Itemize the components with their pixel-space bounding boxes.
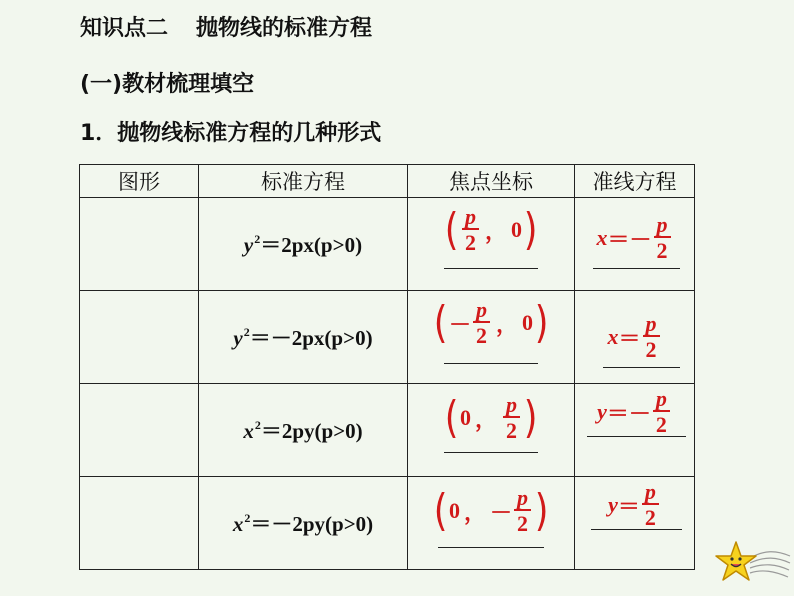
column-header-directrix: 准线方程 bbox=[575, 165, 695, 198]
answer-blank-line bbox=[603, 367, 680, 368]
standard-equation: $y^2=-2px(p>0)$ bbox=[233, 325, 373, 350]
equation-cell bbox=[199, 291, 408, 384]
focus-answer: ( 0 ， $\frac{p}{2}$ ) bbox=[444, 392, 538, 443]
table-row bbox=[80, 477, 695, 570]
directrix-answer: x ＝ － $\frac{p}{2}$ bbox=[575, 214, 694, 262]
answer-blank-line bbox=[438, 547, 544, 548]
column-header-figure: 图形 bbox=[80, 165, 199, 198]
directrix-answer: y ＝ $\frac{p}{2}$ bbox=[575, 481, 694, 529]
parabola-standard-forms-table bbox=[79, 164, 695, 570]
answer-blank-line bbox=[444, 363, 538, 364]
smiling-star-icon bbox=[712, 536, 792, 596]
focus-cell bbox=[408, 291, 575, 384]
answer-blank-line bbox=[587, 436, 686, 437]
directrix-cell bbox=[575, 384, 695, 477]
equation-cell bbox=[199, 384, 408, 477]
answer-blank-line bbox=[444, 452, 538, 453]
item-title: 1．抛物线标准方程的几种形式 bbox=[80, 121, 382, 146]
standard-equation: $y^2=2px(p>0)$ bbox=[243, 232, 363, 257]
equation-cell bbox=[199, 477, 408, 570]
table-row bbox=[80, 291, 695, 384]
standard-equation: $x^2=2py(p>0)$ bbox=[243, 418, 363, 443]
equation-cell bbox=[199, 198, 408, 291]
focus-answer: ( $\frac{p}{2}$ ， 0 ) bbox=[444, 204, 538, 255]
focus-cell bbox=[408, 384, 575, 477]
directrix-answer: y ＝ － $\frac{p}{2}$ bbox=[575, 388, 694, 436]
answer-blank-line bbox=[593, 268, 680, 269]
table-row bbox=[80, 384, 695, 477]
directrix-answer: x ＝ $\frac{p}{2}$ bbox=[575, 313, 694, 361]
knowledge-point-title bbox=[80, 18, 372, 40]
figure-cell bbox=[80, 291, 199, 384]
focus-answer: ( － $\frac{p}{2}$ ， 0 ) bbox=[433, 297, 549, 348]
table-header-row bbox=[80, 165, 695, 198]
focus-answer: ( 0 ， － $\frac{p}{2}$ ) bbox=[433, 485, 549, 536]
figure-cell bbox=[80, 384, 199, 477]
column-header-focus: 焦点坐标 bbox=[408, 165, 575, 198]
focus-cell bbox=[408, 477, 575, 570]
answer-blank-line bbox=[444, 268, 538, 269]
directrix-cell bbox=[575, 291, 695, 384]
figure-cell bbox=[80, 198, 199, 291]
directrix-cell bbox=[575, 198, 695, 291]
table-row bbox=[80, 198, 695, 291]
figure-cell bbox=[80, 477, 199, 570]
directrix-cell bbox=[575, 477, 695, 570]
focus-cell bbox=[408, 198, 575, 291]
standard-equation: $x^2=-2py(p>0)$ bbox=[232, 511, 374, 536]
subsection-title: (一)教材梳理填空 bbox=[80, 72, 255, 97]
section-topic: 抛物线的标准方程 bbox=[196, 16, 373, 41]
section-label: 知识点二 bbox=[80, 16, 169, 41]
column-header-equation: 标准方程 bbox=[199, 165, 408, 198]
answer-blank-line bbox=[591, 529, 682, 530]
